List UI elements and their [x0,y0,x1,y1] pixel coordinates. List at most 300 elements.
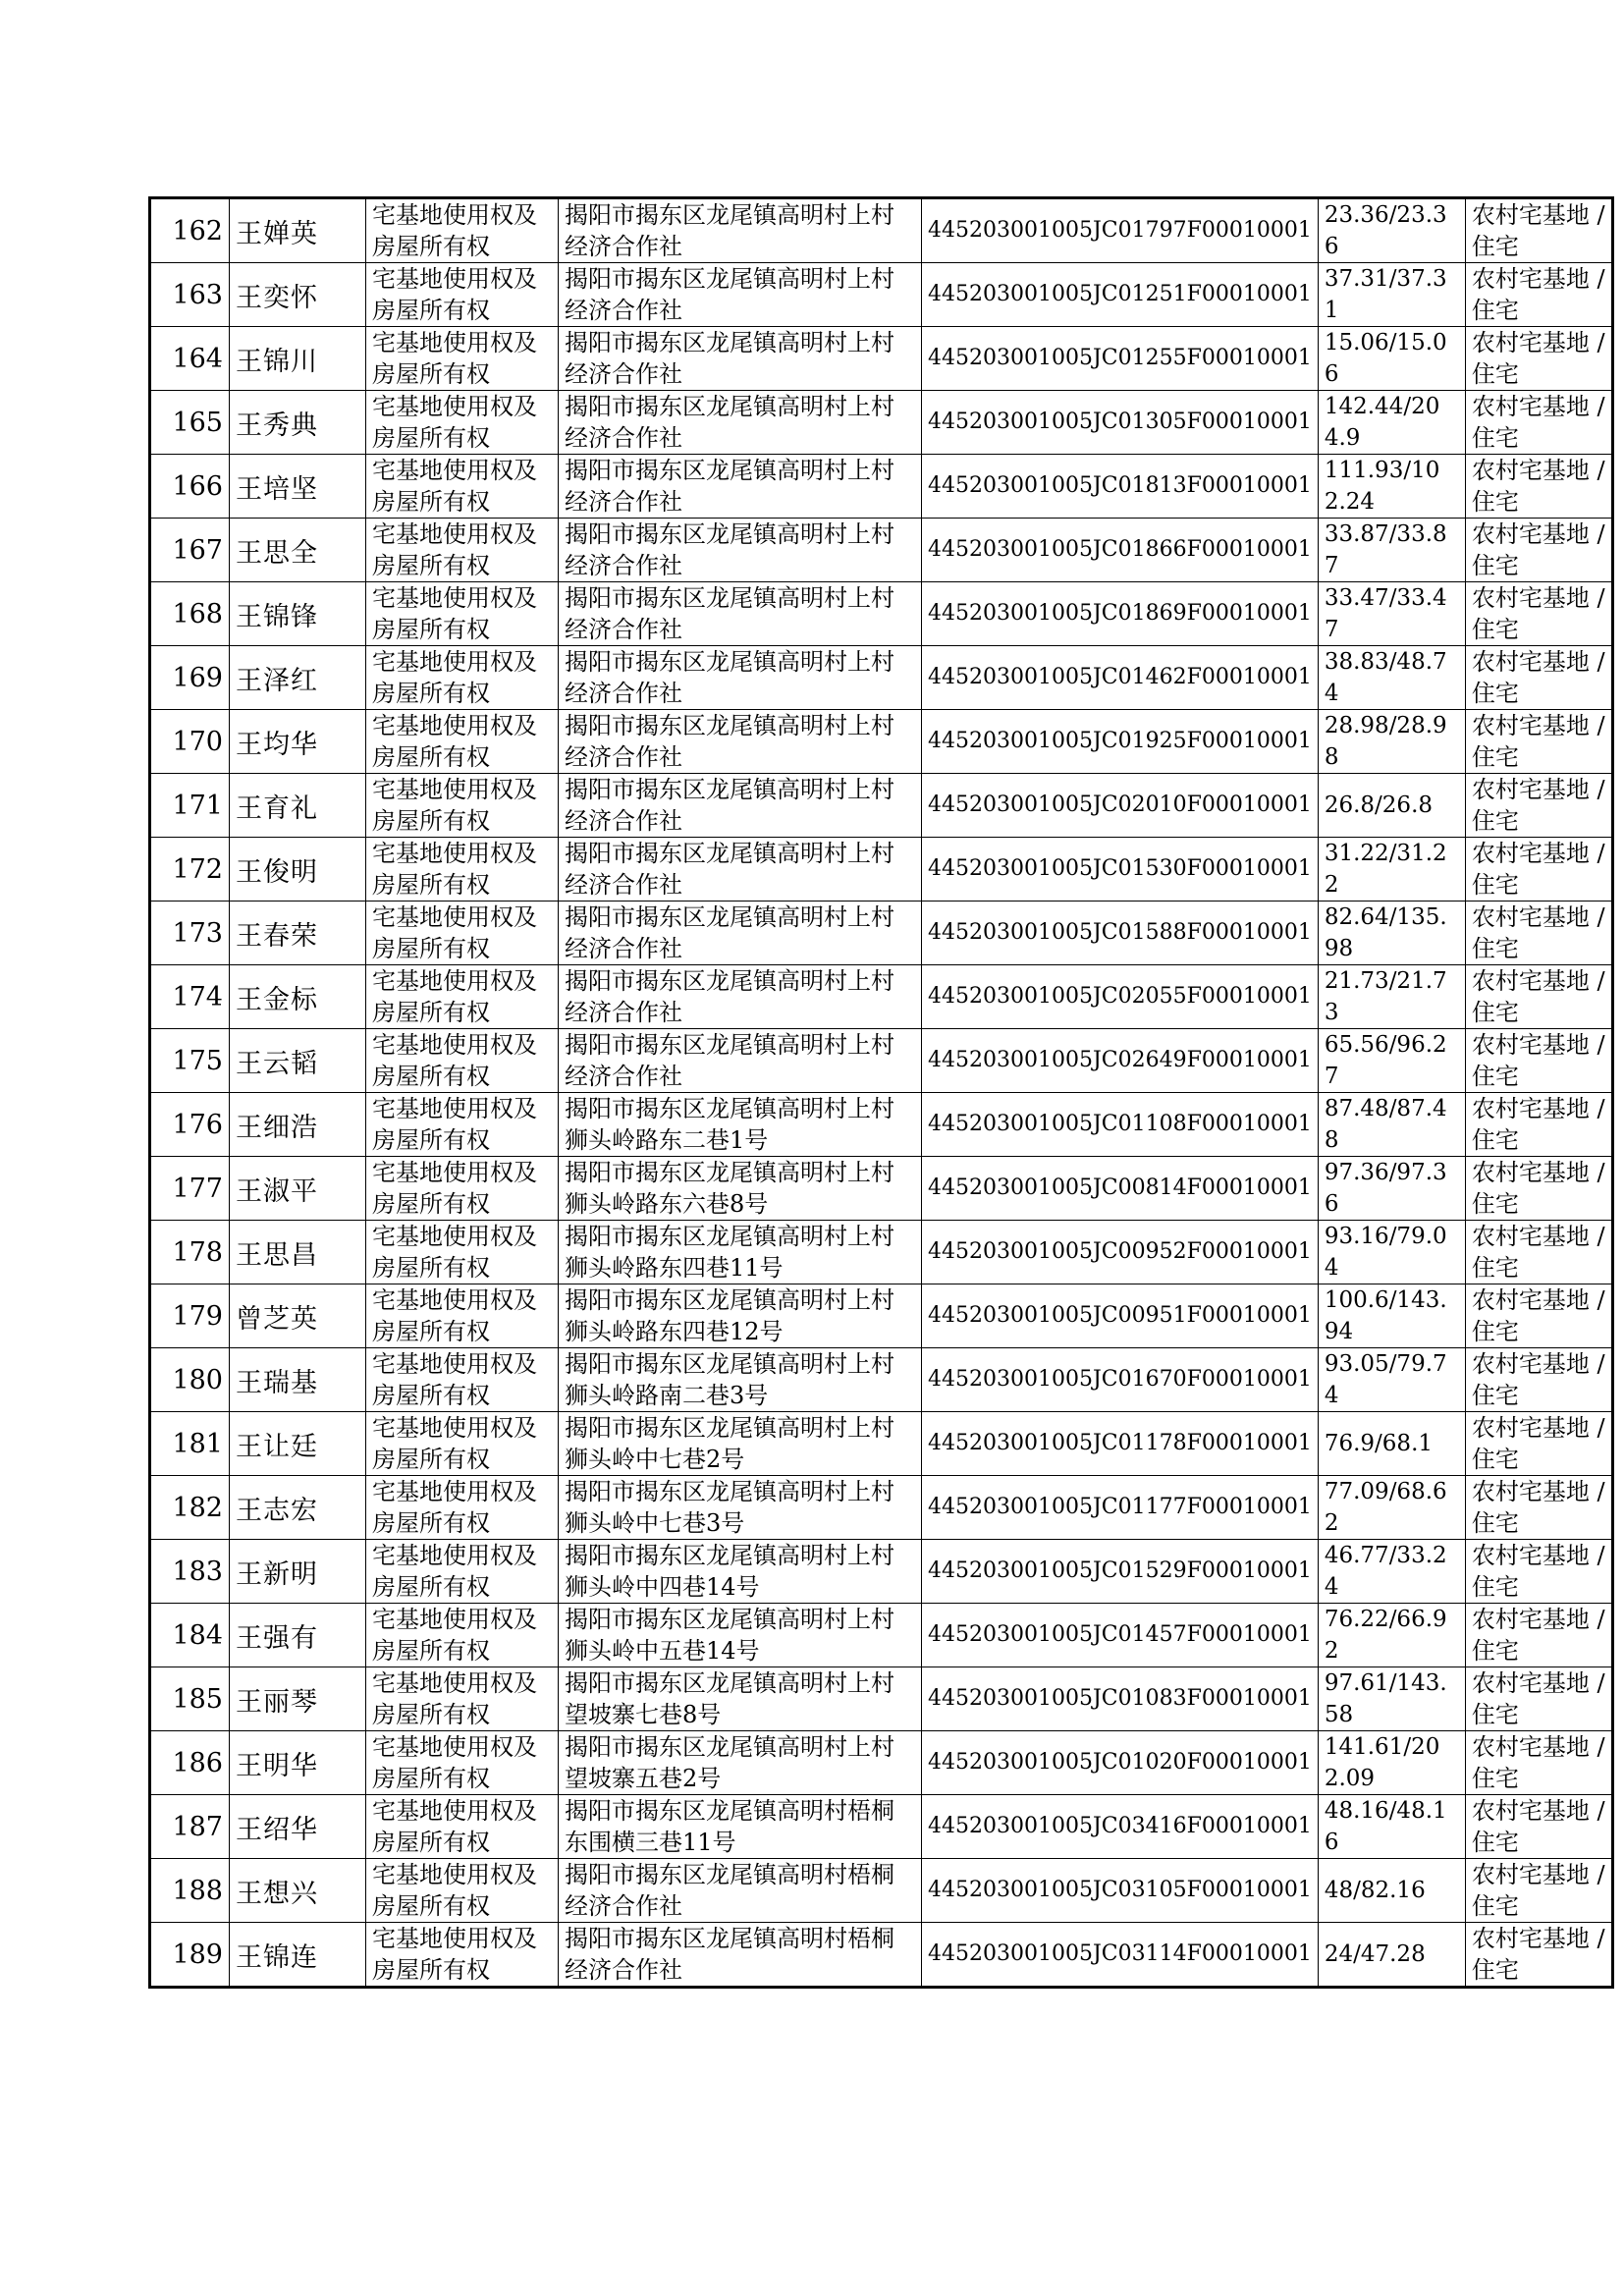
usage-cell [1465,1795,1612,1859]
owner-name: 王奕怀 [236,282,318,313]
location: 揭阳市揭东区龙尾镇高明村上村狮头岭中七巷3号 [565,1478,894,1537]
right-type-cell [366,1731,559,1795]
unit-code-cell [922,965,1319,1029]
location: 揭阳市揭东区龙尾镇高明村上村狮头岭路东四巷12号 [565,1286,894,1345]
row-number-cell [150,1476,230,1540]
right-type: 宅基地使用权及房屋所有权 [372,329,537,388]
owner-name-cell [230,1157,366,1221]
unit-code: 445203001005JC01866F00010001 [928,537,1312,562]
right-type-cell [366,1859,559,1923]
usage: 农村宅基地 / 住宅 [1471,1095,1605,1154]
area-cell [1318,1093,1465,1157]
row-number-cell [150,1348,230,1412]
right-type-cell [366,774,559,838]
location-cell [559,646,922,710]
owner-name-cell [230,455,366,519]
owner-name-cell [230,1348,366,1412]
owner-name: 王锦连 [236,1941,318,1973]
area: 15.06/15.06 [1324,330,1447,387]
table-row [150,1221,1613,1284]
owner-name-cell [230,1221,366,1284]
row-number-cell [150,391,230,455]
location-cell [559,1667,922,1731]
owner-name-cell [230,519,366,582]
area: 142.44/204.9 [1324,394,1440,451]
row-number: 165 [172,407,223,438]
usage: 农村宅基地 / 住宅 [1471,1925,1605,1984]
location-cell [559,1412,922,1476]
area: 93.16/79.04 [1324,1224,1447,1281]
row-number-cell [150,646,230,710]
row-number-cell [150,582,230,646]
location-cell [559,1284,922,1348]
row-number: 181 [172,1428,223,1459]
right-type: 宅基地使用权及房屋所有权 [372,1414,537,1473]
row-number: 174 [172,981,223,1012]
area-cell [1318,1412,1465,1476]
unit-code-cell [922,1221,1319,1284]
unit-code-cell [922,1795,1319,1859]
location-cell [559,774,922,838]
area: 28.98/28.98 [1324,713,1447,770]
owner-name: 王泽红 [236,665,318,696]
location: 揭阳市揭东区龙尾镇高明村上村经济合作社 [565,712,894,771]
right-type-cell [366,838,559,902]
area-cell [1318,1923,1465,1988]
unit-code: 445203001005JC02649F00010001 [928,1048,1312,1072]
unit-code: 445203001005JC01178F00010001 [928,1431,1312,1455]
owner-name: 王锦川 [236,346,318,377]
unit-code: 445203001005JC01108F00010001 [928,1112,1312,1136]
usage-cell [1465,774,1612,838]
right-type: 宅基地使用权及房屋所有权 [372,201,537,260]
area: 23.36/23.36 [1324,202,1447,259]
row-number-cell [150,902,230,965]
usage-cell [1465,1476,1612,1540]
unit-code: 445203001005JC01255F00010001 [928,346,1312,370]
unit-code-cell [922,646,1319,710]
right-type: 宅基地使用权及房屋所有权 [372,1797,537,1856]
area: 111.93/102.24 [1324,458,1440,515]
location: 揭阳市揭东区龙尾镇高明村上村经济合作社 [565,648,894,707]
unit-code: 445203001005JC01177F00010001 [928,1495,1312,1519]
owner-name: 王春荣 [236,920,318,952]
location-cell [559,327,922,391]
right-type-cell [366,902,559,965]
table-row [150,1859,1613,1923]
usage-cell [1465,1731,1612,1795]
owner-name: 王金标 [236,984,318,1015]
area-cell [1318,582,1465,646]
unit-code-cell [922,1476,1319,1540]
unit-code: 445203001005JC00951F00010001 [928,1303,1312,1328]
unit-code: 445203001005JC01588F00010001 [928,920,1312,945]
usage: 农村宅基地 / 住宅 [1471,265,1605,324]
area: 46.77/33.24 [1324,1543,1447,1600]
usage: 农村宅基地 / 住宅 [1471,1159,1605,1218]
right-type: 宅基地使用权及房屋所有权 [372,393,537,452]
row-number: 177 [172,1173,223,1204]
right-type-cell [366,1476,559,1540]
area: 141.61/202.09 [1324,1734,1440,1791]
right-type: 宅基地使用权及房屋所有权 [372,1606,537,1665]
table-row [150,1348,1613,1412]
table-row [150,1157,1613,1221]
right-type-cell [366,965,559,1029]
usage-cell [1465,902,1612,965]
right-type: 宅基地使用权及房屋所有权 [372,1542,537,1601]
usage-cell [1465,1348,1612,1412]
usage-cell [1465,1284,1612,1348]
area-cell [1318,1476,1465,1540]
location: 揭阳市揭东区龙尾镇高明村梧桐经济合作社 [565,1925,894,1984]
usage: 农村宅基地 / 住宅 [1471,648,1605,707]
usage-cell [1465,391,1612,455]
location: 揭阳市揭东区龙尾镇高明村上村经济合作社 [565,457,894,516]
area-cell [1318,1221,1465,1284]
location-cell [559,1221,922,1284]
owner-name: 王瑞基 [236,1367,318,1398]
unit-code-cell [922,582,1319,646]
location-cell [559,965,922,1029]
right-type: 宅基地使用权及房屋所有权 [372,457,537,516]
row-number: 164 [172,343,223,374]
unit-code: 445203001005JC03114F00010001 [928,1941,1312,1966]
area: 33.47/33.47 [1324,585,1447,642]
right-type: 宅基地使用权及房屋所有权 [372,840,537,899]
owner-name: 王志宏 [236,1495,318,1526]
area-cell [1318,1795,1465,1859]
unit-code: 445203001005JC01529F00010001 [928,1558,1312,1583]
usage: 农村宅基地 / 住宅 [1471,1733,1605,1792]
unit-code: 445203001005JC01869F00010001 [928,601,1312,626]
row-number: 182 [172,1492,223,1523]
area-cell [1318,1731,1465,1795]
table-row [150,965,1613,1029]
usage: 农村宅基地 / 住宅 [1471,584,1605,643]
usage-cell [1465,710,1612,774]
location-cell [559,710,922,774]
right-type: 宅基地使用权及房屋所有权 [372,967,537,1026]
right-type-cell [366,1604,559,1667]
area-cell [1318,710,1465,774]
area-cell [1318,1667,1465,1731]
location-cell [559,1859,922,1923]
table-row [150,774,1613,838]
area-cell [1318,838,1465,902]
area: 33.87/33.87 [1324,521,1447,578]
unit-code: 445203001005JC01305F00010001 [928,410,1312,434]
table-row [150,1795,1613,1859]
unit-code: 445203001005JC01530F00010001 [928,856,1312,881]
location: 揭阳市揭东区龙尾镇高明村上村望坡寨五巷2号 [565,1733,894,1792]
row-number-cell [150,263,230,327]
row-number: 183 [172,1556,223,1587]
location-cell [559,1923,922,1988]
row-number: 170 [172,726,223,757]
usage-cell [1465,327,1612,391]
row-number: 179 [172,1300,223,1332]
row-number: 188 [172,1875,223,1906]
area: 37.31/37.31 [1324,266,1447,323]
owner-name-cell [230,1093,366,1157]
unit-code-cell [922,263,1319,327]
area: 31.22/31.22 [1324,841,1447,898]
usage-cell [1465,838,1612,902]
row-number-cell [150,965,230,1029]
usage: 农村宅基地 / 住宅 [1471,1861,1605,1920]
area: 38.83/48.74 [1324,649,1447,706]
right-type-cell [366,1412,559,1476]
row-number-cell [150,710,230,774]
row-number: 187 [172,1811,223,1842]
right-type-cell [366,519,559,582]
row-number: 163 [172,279,223,310]
right-type-cell [366,582,559,646]
usage: 农村宅基地 / 住宅 [1471,1286,1605,1345]
area: 77.09/68.62 [1324,1479,1447,1536]
owner-name-cell [230,1667,366,1731]
usage: 农村宅基地 / 住宅 [1471,393,1605,452]
area: 24/47.28 [1324,1941,1426,1967]
table-row [150,1731,1613,1795]
table-row [150,1284,1613,1348]
area: 87.48/87.48 [1324,1096,1447,1153]
usage: 农村宅基地 / 住宅 [1471,1606,1605,1665]
area: 48/82.16 [1324,1878,1426,1903]
right-type-cell [366,1540,559,1604]
right-type: 宅基地使用权及房屋所有权 [372,265,537,324]
usage-cell [1465,1412,1612,1476]
usage: 农村宅基地 / 住宅 [1471,201,1605,260]
owner-name: 王云韬 [236,1048,318,1079]
location-cell [559,391,922,455]
row-number-cell [150,327,230,391]
owner-name: 王婵英 [236,218,318,249]
right-type-cell [366,198,559,263]
usage: 农村宅基地 / 住宅 [1471,1542,1605,1601]
owner-name-cell [230,1284,366,1348]
right-type-cell [366,455,559,519]
owner-name: 王秀典 [236,410,318,441]
area: 26.8/26.8 [1324,792,1434,818]
usage: 农村宅基地 / 住宅 [1471,329,1605,388]
location-cell [559,838,922,902]
right-type: 宅基地使用权及房屋所有权 [372,1031,537,1090]
owner-name: 王均华 [236,729,318,760]
area: 76.22/66.92 [1324,1607,1447,1664]
area: 93.05/79.74 [1324,1351,1447,1408]
location-cell [559,1476,922,1540]
location-cell [559,582,922,646]
usage-cell [1465,263,1612,327]
location: 揭阳市揭东区龙尾镇高明村梧桐经济合作社 [565,1861,894,1920]
area-cell [1318,646,1465,710]
usage-cell [1465,455,1612,519]
row-number: 173 [172,917,223,949]
right-type: 宅基地使用权及房屋所有权 [372,1861,537,1920]
right-type: 宅基地使用权及房屋所有权 [372,712,537,771]
area-cell [1318,198,1465,263]
unit-code-cell [922,198,1319,263]
unit-code-cell [922,1093,1319,1157]
location: 揭阳市揭东区龙尾镇高明村上村狮头岭中五巷14号 [565,1606,894,1665]
table-row [150,198,1613,263]
owner-name: 王俊明 [236,856,318,888]
area: 21.73/21.73 [1324,968,1447,1025]
usage: 农村宅基地 / 住宅 [1471,1669,1605,1728]
right-type: 宅基地使用权及房屋所有权 [372,1733,537,1792]
table-row [150,646,1613,710]
unit-code-cell [922,1731,1319,1795]
right-type: 宅基地使用权及房屋所有权 [372,1159,537,1218]
location: 揭阳市揭东区龙尾镇高明村上村经济合作社 [565,1031,894,1090]
unit-code-cell [922,710,1319,774]
usage-cell [1465,1221,1612,1284]
usage: 农村宅基地 / 住宅 [1471,1350,1605,1409]
unit-code: 445203001005JC02010F00010001 [928,792,1312,817]
row-number: 176 [172,1109,223,1140]
owner-name-cell [230,1731,366,1795]
unit-code-cell [922,391,1319,455]
usage-cell [1465,1667,1612,1731]
right-type: 宅基地使用权及房屋所有权 [372,520,537,579]
unit-code: 445203001005JC02055F00010001 [928,984,1312,1009]
table-row [150,1604,1613,1667]
unit-code-cell [922,1923,1319,1988]
owner-name-cell [230,1029,366,1093]
right-type-cell [366,1029,559,1093]
area: 97.36/97.36 [1324,1160,1447,1217]
usage-cell [1465,1604,1612,1667]
location: 揭阳市揭东区龙尾镇高明村上村经济合作社 [565,840,894,899]
unit-code-cell [922,1412,1319,1476]
area-cell [1318,1604,1465,1667]
right-type-cell [366,1284,559,1348]
location-cell [559,1731,922,1795]
owner-name-cell [230,1923,366,1988]
location-cell [559,519,922,582]
usage-cell [1465,965,1612,1029]
right-type: 宅基地使用权及房屋所有权 [372,776,537,835]
usage: 农村宅基地 / 住宅 [1471,520,1605,579]
table-row [150,838,1613,902]
area-cell [1318,519,1465,582]
owner-name: 王想兴 [236,1878,318,1909]
row-number: 178 [172,1236,223,1268]
usage: 农村宅基地 / 住宅 [1471,776,1605,835]
location: 揭阳市揭东区龙尾镇高明村上村望坡寨七巷8号 [565,1669,894,1728]
owner-name: 王思全 [236,537,318,569]
row-number: 162 [172,215,223,246]
row-number-cell [150,1540,230,1604]
location: 揭阳市揭东区龙尾镇高明村上村经济合作社 [565,329,894,388]
owner-name: 王育礼 [236,792,318,824]
location: 揭阳市揭东区龙尾镇高明村上村经济合作社 [565,520,894,579]
owner-name: 王让廷 [236,1431,318,1462]
row-number-cell [150,1221,230,1284]
table-row [150,1667,1613,1731]
area: 100.6/143.94 [1324,1287,1447,1344]
row-number: 180 [172,1364,223,1395]
row-number-cell [150,519,230,582]
unit-code-cell [922,902,1319,965]
table-row [150,902,1613,965]
table-row [150,263,1613,327]
area-cell [1318,1029,1465,1093]
area-cell [1318,1540,1465,1604]
area-cell [1318,327,1465,391]
row-number-cell [150,1923,230,1988]
row-number-cell [150,838,230,902]
right-type: 宅基地使用权及房屋所有权 [372,903,537,962]
location-cell [559,1540,922,1604]
owner-name-cell [230,1476,366,1540]
row-number: 172 [172,853,223,885]
unit-code-cell [922,519,1319,582]
right-type-cell [366,1667,559,1731]
location: 揭阳市揭东区龙尾镇高明村上村狮头岭路南二巷3号 [565,1350,894,1409]
right-type: 宅基地使用权及房屋所有权 [372,1925,537,1984]
right-type: 宅基地使用权及房屋所有权 [372,1095,537,1154]
location-cell [559,1157,922,1221]
area-cell [1318,263,1465,327]
unit-code: 445203001005JC01083F00010001 [928,1686,1312,1711]
location: 揭阳市揭东区龙尾镇高明村上村狮头岭中七巷2号 [565,1414,894,1473]
unit-code-cell [922,1157,1319,1221]
area-cell [1318,1157,1465,1221]
row-number: 169 [172,662,223,693]
right-type-cell [366,710,559,774]
table-row [150,1476,1613,1540]
area-cell [1318,774,1465,838]
right-type-cell [366,391,559,455]
table-row [150,455,1613,519]
owner-name-cell [230,902,366,965]
owner-name: 王细浩 [236,1112,318,1143]
usage: 农村宅基地 / 住宅 [1471,1031,1605,1090]
location-cell [559,1348,922,1412]
owner-name-cell [230,1540,366,1604]
table-row [150,1540,1613,1604]
table-row [150,1412,1613,1476]
unit-code: 445203001005JC01670F00010001 [928,1367,1312,1392]
area: 48.16/48.16 [1324,1798,1447,1855]
right-type-cell [366,1221,559,1284]
area-cell [1318,391,1465,455]
usage-cell [1465,519,1612,582]
usage: 农村宅基地 / 住宅 [1471,967,1605,1026]
row-number-cell [150,1412,230,1476]
owner-name-cell [230,1795,366,1859]
row-number-cell [150,1667,230,1731]
location: 揭阳市揭东区龙尾镇高明村上村经济合作社 [565,903,894,962]
unit-code: 445203001005JC01251F00010001 [928,282,1312,306]
usage: 农村宅基地 / 住宅 [1471,1414,1605,1473]
right-type: 宅基地使用权及房屋所有权 [372,1350,537,1409]
owner-name-cell [230,965,366,1029]
row-number-cell [150,774,230,838]
location: 揭阳市揭东区龙尾镇高明村上村经济合作社 [565,393,894,452]
usage: 农村宅基地 / 住宅 [1471,457,1605,516]
owner-name: 王淑平 [236,1175,318,1207]
table-row [150,710,1613,774]
unit-code: 445203001005JC01925F00010001 [928,729,1312,753]
owner-name-cell [230,263,366,327]
area: 76.9/68.1 [1324,1431,1434,1456]
owner-name: 王锦锋 [236,601,318,632]
table-row [150,1093,1613,1157]
